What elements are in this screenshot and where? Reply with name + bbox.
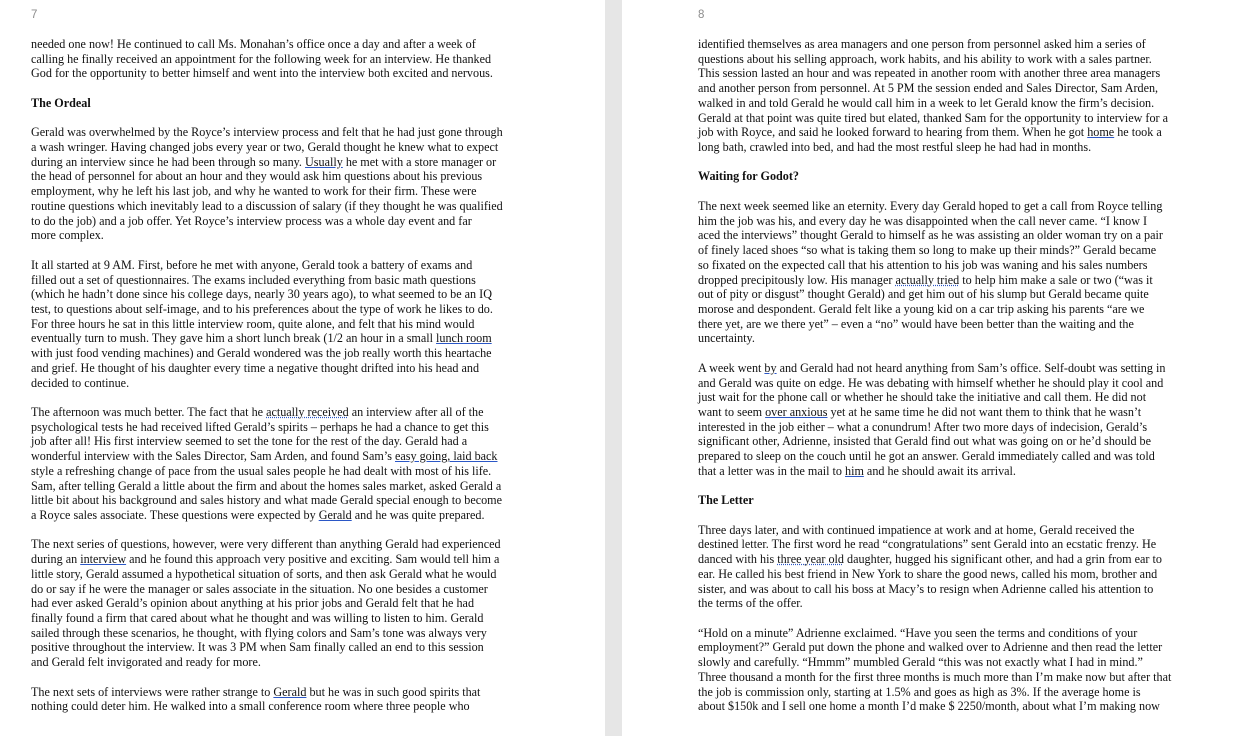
text-run: A week went	[698, 360, 765, 375]
text-line	[31, 479, 541, 494]
text-line	[698, 111, 1208, 126]
text-run: “Hold on a minute” Adrienne exclaimed. “Have you seen the terms and conditions of your	[698, 625, 1138, 640]
proofing-mark[interactable]: interview	[80, 552, 127, 567]
text-run: sailed through these scenarios, he thought, with flying colors and Sam’s tone was always very	[31, 625, 487, 640]
paragraph	[31, 405, 541, 523]
proofing-mark[interactable]: over anxious	[765, 404, 828, 419]
text-line	[31, 317, 541, 332]
proofing-mark[interactable]: Gerald	[273, 684, 307, 699]
text-run: It all started at 9 AM. First, before he met with anyone, Gerald took a battery of exams and	[31, 257, 473, 272]
text-run: so fixated on the expected call that his attention to his job was waning and his sales numbers	[698, 257, 1148, 272]
text-run: there yet, are we there yet” – even a “no” would have been better than the waiting and the	[698, 316, 1134, 331]
text-run: an interview after all of the	[348, 404, 484, 419]
text-run: prepared to sleep on the couch until he got an answer. Gerald immediately called and was told	[698, 449, 1155, 464]
text-line	[698, 552, 1208, 567]
text-line	[698, 214, 1208, 229]
grammar-mark[interactable]: actually received	[266, 404, 349, 419]
text-run: little story, Gerald assumed a hypothetical situation of sorts, and then ask Gerald what he would	[31, 566, 497, 581]
text-line	[31, 37, 541, 52]
text-run: The next series of questions, however, were very different than anything Gerald had experienced	[31, 537, 501, 552]
text-run: and grief. He thought of his daughter every time a negative thought drifted into his head and	[31, 360, 480, 375]
text-run: during an interview since he had been through so many.	[31, 154, 305, 169]
text-line	[698, 523, 1208, 538]
text-run: wonderful interview with the Sales Director, Sam Arden, and found Sam’s	[31, 449, 395, 464]
text-line	[31, 596, 541, 611]
text-run: do or say if he were the manager or sales associate in the situation. No one besides a customer	[31, 581, 488, 596]
text-run: and another person from personnel. At 5 PM the session ended and Sales Director, Sam Arden,	[698, 81, 1159, 96]
text-line	[31, 699, 541, 714]
paragraph-spacing	[698, 155, 1208, 170]
text-line	[698, 96, 1208, 111]
text-line	[31, 493, 541, 508]
paragraph	[698, 626, 1208, 714]
text-run: positive throughout the interview. It was 3 PM when Sam finally called an end to this session	[31, 640, 484, 655]
text-line	[31, 199, 541, 214]
text-run: questions about his selling approach, work habits, and his ability to work with a sales partner.	[698, 51, 1152, 66]
paragraph	[31, 125, 541, 243]
text-run: Gerald at that point was quite tired but elated, thanked Sam for the opportunity to interview for a	[698, 110, 1168, 125]
text-run: This session lasted an hour and was repeated in another room with another three area managers	[698, 66, 1161, 81]
proofing-mark[interactable]: home	[1087, 125, 1115, 140]
text-line	[698, 287, 1208, 302]
text-run: he took a	[1114, 125, 1162, 140]
text-run: routine questions which inevitably lead to a discussion of salary (if they thought he was qualified	[31, 198, 503, 213]
text-run: style a refreshing change of pace from the usual sales people he had dealt with most of his life.	[31, 463, 492, 478]
text-line	[698, 699, 1208, 714]
text-line	[698, 449, 1208, 464]
text-line	[31, 52, 541, 67]
text-run: danced with his	[698, 552, 778, 567]
page-7-text	[31, 37, 541, 714]
text-line	[31, 655, 541, 670]
text-run: a wash wringer. Having changed jobs every year or two, Gerald thought he knew what to expect	[31, 140, 499, 155]
paragraph	[31, 37, 541, 81]
text-run: decided to continue.	[31, 375, 130, 390]
text-line	[698, 228, 1208, 243]
paragraph-spacing	[698, 508, 1208, 523]
text-run: dropped precipitously low. His manager	[698, 272, 896, 287]
text-line	[31, 537, 541, 552]
paragraph-spacing	[698, 479, 1208, 494]
text-run: needed one now! He continued to call Ms. Monahan’s office once a day and after a week of	[31, 37, 476, 51]
text-run: of finely laced shoes “so what is taking them so long to make up their minds?” Gerald became	[698, 243, 1157, 258]
text-run: ear. He called his best friend in New York to share the good news, called his mom, brother and	[698, 566, 1158, 581]
proofing-mark[interactable]: easy going, laid back	[395, 449, 498, 464]
proofing-mark[interactable]: him	[845, 463, 864, 478]
proofing-mark[interactable]: Usually	[305, 154, 343, 169]
text-run: during an	[31, 552, 81, 567]
proofing-mark[interactable]: lunch room	[436, 331, 492, 346]
text-run: employment, why he left his last job, and why he wanted to work for their firm. These were	[31, 184, 477, 199]
text-line	[698, 37, 1208, 52]
text-line	[698, 317, 1208, 332]
text-line	[31, 155, 541, 170]
text-line	[31, 405, 541, 420]
section-heading: Waiting for Godot?	[698, 169, 799, 184]
page-7	[0, 0, 605, 736]
text-line	[698, 685, 1208, 700]
text-line	[698, 258, 1208, 273]
text-run: and he should await its arrival.	[863, 463, 1016, 478]
text-run: test, to questions about self-image, and to his preferences about the type of work he likes to do.	[31, 301, 493, 316]
page-number: 8	[698, 9, 705, 21]
text-run: Three days later, and with continued impatience at work and at home, Gerald received the	[698, 522, 1135, 537]
grammar-mark[interactable]: actually tried	[895, 272, 960, 287]
proofing-mark[interactable]: Gerald	[318, 508, 352, 522]
paragraph	[31, 537, 541, 669]
text-line	[698, 273, 1208, 288]
text-line	[31, 169, 541, 184]
text-run: Sam, after telling Gerald a little about the firm and about the homes sales market, asked Gerald a	[31, 478, 502, 493]
text-run: had ever asked Gerald’s opinion about anything at his prior jobs and Gerald felt that he had	[31, 596, 475, 611]
text-run: uncertainty.	[698, 331, 755, 346]
text-run: want to seem	[698, 404, 766, 419]
paragraph-spacing	[698, 184, 1208, 199]
text-run: long bath, crawled into bed, and had the most restful sleep he had had in months.	[698, 140, 1092, 155]
text-run: a Royce sales associate. These questions were expected by	[31, 508, 319, 522]
text-run: identified themselves as area managers and one person from personnel asked him a series of	[698, 37, 1146, 51]
text-run: just wait for the phone call or whether he should take the initiative and call them. He did not	[698, 390, 1147, 405]
paragraph-spacing	[31, 670, 541, 685]
text-run: the head of personnel for about an hour and they would ask him questions about his previous	[31, 169, 483, 184]
text-line	[698, 420, 1208, 435]
text-line	[698, 537, 1208, 552]
page-8-text	[698, 37, 1208, 714]
text-line	[31, 331, 541, 346]
text-run: yet at he same time he did not want them to think that he wasn’t	[827, 404, 1142, 419]
text-run: filled out a set of questionnaires. The exams included everything from basic math questions	[31, 272, 476, 287]
text-line	[31, 434, 541, 449]
text-line	[31, 228, 541, 243]
proofing-mark[interactable]: by	[764, 360, 777, 375]
text-run: that a letter was in the mail to	[698, 463, 845, 478]
text-run: eventually turn to mush. They gave him a short lunch break (1/2 an hour in a small	[31, 331, 437, 346]
paragraph	[698, 361, 1208, 479]
text-run: the job is commission only, starting at 1.5% and goes as high as 3%. If the average home is	[698, 684, 1141, 699]
text-line	[698, 582, 1208, 597]
text-run: job after all! His first interview seemed to set the tone for the rest of the day. Gerald had a	[31, 434, 468, 449]
text-run: little bit about his background and sales history and what made Gerald special enough to become	[31, 493, 502, 508]
page-number: 7	[31, 9, 38, 21]
text-run: and Gerald had not heard anything from Sam’s office. Self-doubt was setting in	[776, 360, 1166, 375]
section-heading: The Ordeal	[31, 95, 91, 110]
text-line	[31, 552, 541, 567]
text-run: psychological tests he had received lifted Gerald’s spirits – perhaps he had a chance to get this	[31, 419, 489, 434]
text-line	[698, 125, 1208, 140]
text-line	[698, 405, 1208, 420]
text-run: and he found this approach very positive and exciting. Sam would tell him a	[126, 552, 500, 567]
text-run: the terms of the offer.	[698, 596, 803, 611]
text-run: more complex.	[31, 228, 104, 243]
text-line	[31, 273, 541, 288]
text-line	[698, 376, 1208, 391]
text-line	[31, 508, 541, 523]
text-line	[31, 640, 541, 655]
text-line	[31, 376, 541, 391]
text-line	[698, 670, 1208, 685]
text-run: sister, and was about to call his boss at Macy’s to resign when Adrienne called his attention to	[698, 581, 1154, 596]
text-run: slowly and carefully. “Hmmm” mumbled Gerald “this was not exactly what I had in mind.”	[698, 655, 1143, 670]
text-line	[31, 626, 541, 641]
text-run: interested in the job either – what a conundrum! After two more days of indecision, Gerald’s	[698, 419, 1148, 434]
text-run: The next sets of interviews were rather strange to	[31, 684, 274, 699]
text-run: he met with a store manager or	[342, 154, 497, 169]
text-line	[698, 302, 1208, 317]
text-line	[31, 214, 541, 229]
text-line	[31, 582, 541, 597]
text-line	[31, 420, 541, 435]
text-line	[31, 361, 541, 376]
text-line	[31, 685, 541, 700]
text-run: and Gerald was quite on edge. He was debating with himself whether he should play it cool and	[698, 375, 1164, 390]
paragraph-spacing	[31, 111, 541, 126]
text-line	[698, 390, 1208, 405]
text-run: employment?” Gerald put down the phone and walked over to Adrienne and then read the letter	[698, 640, 1163, 655]
text-line	[31, 140, 541, 155]
paragraph	[31, 685, 541, 714]
text-run: destined letter. The first word he read “congratulations” sent Gerald into an ecstatic frenzy. He	[698, 537, 1157, 552]
paragraph	[698, 37, 1208, 155]
text-run: about $150k and I sell one home a month I’d make $ 2250/month, about what I’m making now	[698, 699, 1160, 714]
paragraph	[698, 523, 1208, 611]
paragraph	[31, 258, 541, 390]
text-line	[31, 611, 541, 626]
text-line	[698, 434, 1208, 449]
text-line	[698, 66, 1208, 81]
text-run: calling he finally received an appointment for the following week for an interview. He thanked	[31, 51, 492, 66]
paragraph-spacing	[31, 390, 541, 405]
text-line	[31, 258, 541, 273]
text-run: and Gerald felt invigorated and ready for more.	[31, 655, 261, 670]
text-run: Gerald was overwhelmed by the Royce’s interview process and felt that he had just gone through	[31, 125, 503, 140]
text-run: God for the opportunity to better himself and went into the interview both excited and nervous.	[31, 66, 493, 81]
text-run: Three thousand a month for the first three months is much more than I’m make now but after that	[698, 669, 1172, 684]
text-run: daughter, hugged his significant other, and had a grin from ear to	[843, 552, 1162, 567]
text-line	[698, 243, 1208, 258]
text-line	[698, 640, 1208, 655]
text-run: (which he hadn’t done since his college days, nearly 30 years ago), to what seemed to be an IQ	[31, 287, 492, 302]
text-line	[31, 184, 541, 199]
text-line	[31, 125, 541, 140]
text-line	[31, 464, 541, 479]
text-line	[698, 655, 1208, 670]
text-run: to help him make a sale or two (“was it	[959, 272, 1153, 287]
text-line	[698, 140, 1208, 155]
text-run: morose and despondent. Gerald felt like a young kid on a car trip asking his parents “are we	[698, 301, 1145, 316]
text-line	[698, 81, 1208, 96]
paragraph-spacing	[698, 346, 1208, 361]
text-line	[31, 302, 541, 317]
text-line	[31, 66, 541, 81]
text-line	[698, 567, 1208, 582]
text-line	[698, 464, 1208, 479]
text-line	[31, 346, 541, 361]
paragraph-spacing	[31, 81, 541, 96]
text-line	[698, 361, 1208, 376]
text-run: aced the interviews” thought Gerald to himself as he was assisting an older woman try on a pair	[698, 228, 1163, 243]
text-line	[31, 287, 541, 302]
text-run: him the job was his, and every day he was disappointed when the call never came. “I know I	[698, 213, 1148, 228]
text-run: walked in and told Gerald he would call him in a week to let Gerald know the firm’s decision.	[698, 95, 1155, 110]
paragraph-spacing	[698, 611, 1208, 626]
paragraph	[698, 199, 1208, 346]
text-run: with just food vending machines) and Gerald wondered was the job really worth this heartache	[31, 346, 492, 361]
text-run: nothing could deter him. He walked into a small conference room where three people who	[31, 699, 470, 714]
paragraph-spacing	[31, 523, 541, 538]
text-line	[698, 596, 1208, 611]
text-run: job with Royce, and said he looked forward to hearing from them. When he got	[698, 125, 1088, 140]
text-run: significant other, Adrienne, insisted that Gerald find out what was going on or he’d should be	[698, 434, 1152, 449]
text-run: The next week seemed like an eternity. Every day Gerald hoped to get a call from Royce telling	[698, 198, 1163, 213]
text-line	[31, 449, 541, 464]
section-heading: The Letter	[698, 493, 754, 508]
text-run: but he was in such good spirits that	[306, 684, 481, 699]
text-run: For three hours he sat in this little interview room, quite alone, and felt that his mind would	[31, 316, 475, 331]
text-line	[698, 52, 1208, 67]
text-line	[698, 626, 1208, 641]
text-line	[698, 199, 1208, 214]
text-run: The afternoon was much better. The fact that he	[31, 404, 267, 419]
paragraph-spacing	[31, 243, 541, 258]
text-line	[698, 331, 1208, 346]
text-run: out of pity or disgust” thought Gerald) and get him out of his slump but Gerald became quite	[698, 287, 1149, 302]
page-8	[622, 0, 1247, 736]
text-line	[31, 567, 541, 582]
text-run: to do the job) and a job offer. Yet Royce’s interview process was a whole day event and far	[31, 213, 472, 228]
grammar-mark[interactable]: three year old	[777, 552, 844, 567]
text-run: finally found a firm that cared about what he thought and was willing to listen to him. Gerald	[31, 611, 484, 626]
text-run: and he was quite prepared.	[351, 508, 485, 522]
